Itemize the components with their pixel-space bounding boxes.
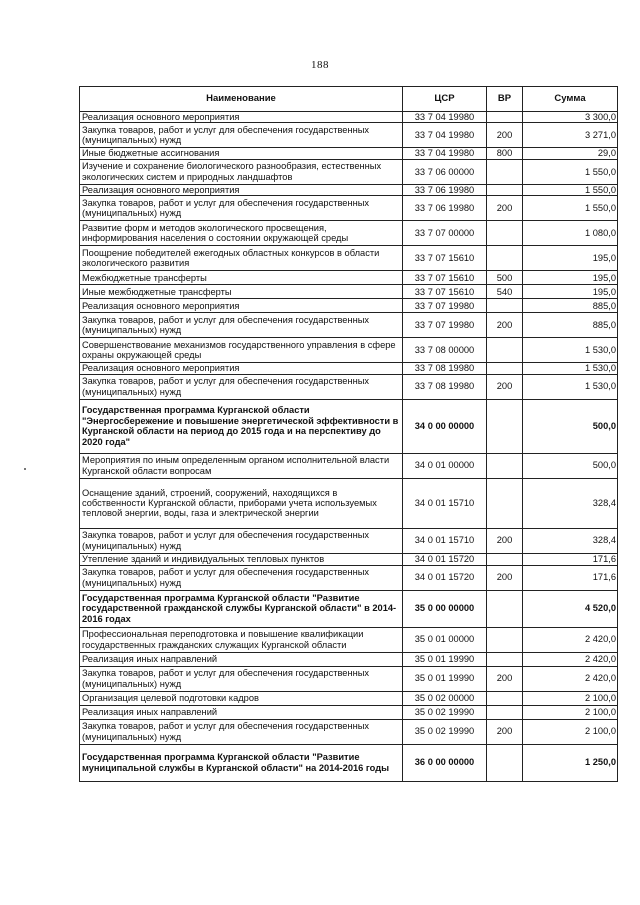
row-name-cell: Закупка товаров, работ и услуг для обеспечения государственных (муниципальных) нужд [80, 666, 403, 691]
row-sum-cell: 195,0 [523, 285, 618, 299]
table-row [80, 528, 618, 553]
row-sum-cell: 195,0 [523, 271, 618, 285]
table-row [80, 590, 618, 627]
row-vr-cell [487, 221, 523, 246]
row-sum-cell: 2 100,0 [523, 705, 618, 719]
row-sum-cell: 328,4 [523, 528, 618, 553]
row-sum-cell: 2 420,0 [523, 652, 618, 666]
row-sum-cell: 1 530,0 [523, 338, 618, 363]
row-name-cell: Профессиональная переподготовка и повышение квалификации государственных гражданских служащих Курганской области [80, 627, 403, 652]
row-name-cell: Мероприятия по иным определенным органом исполнительной власти Курганской области вопросам [80, 453, 403, 478]
table-row [80, 112, 618, 123]
table-row [80, 313, 618, 338]
row-name-cell: Закупка товаров, работ и услуг для обеспечения государственных (муниципальных) нужд [80, 123, 403, 148]
row-sum-cell: 500,0 [523, 399, 618, 453]
row-name-cell: Закупка товаров, работ и услуг для обеспечения государственных (муниципальных) нужд [80, 565, 403, 590]
budget-table [79, 86, 618, 782]
row-name-cell: Межбюджетные трансферты [80, 271, 403, 285]
row-sum-cell: 29,0 [523, 148, 618, 159]
table-row [80, 705, 618, 719]
row-vr-cell: 200 [487, 666, 523, 691]
row-csr-cell: 33 7 08 19980 [403, 374, 487, 399]
page-number: 188 [311, 59, 329, 71]
row-csr-cell: 33 7 06 19980 [403, 184, 487, 195]
row-csr-cell: 35 0 01 19990 [403, 652, 487, 666]
row-sum-cell: 1 080,0 [523, 221, 618, 246]
row-name-cell: Оснащение зданий, строений, сооружений, находящихся в собственности Курганской области, приборами учета используемых тепловой энергии, воды, газа и электрической энергии [80, 478, 403, 528]
row-vr-cell [487, 553, 523, 565]
row-csr-cell: 35 0 02 19990 [403, 719, 487, 744]
table-row [80, 666, 618, 691]
row-name-cell: Развитие форм и методов экологического просвещения, информирования населения о состоянии окружающей среды [80, 221, 403, 246]
row-name-cell: Закупка товаров, работ и услуг для обеспечения государственных (муниципальных) нужд [80, 528, 403, 553]
row-name-cell: Утепление зданий и индивидуальных тепловых пунктов [80, 553, 403, 565]
row-sum-cell: 4 520,0 [523, 590, 618, 627]
row-sum-cell: 2 420,0 [523, 627, 618, 652]
row-csr-cell: 33 7 08 00000 [403, 338, 487, 363]
table-row [80, 246, 618, 271]
row-name-cell: Реализация основного мероприятия [80, 112, 403, 123]
row-csr-cell: 34 0 01 15710 [403, 528, 487, 553]
row-sum-cell: 3 300,0 [523, 112, 618, 123]
row-sum-cell: 1 530,0 [523, 374, 618, 399]
row-sum-cell: 1 530,0 [523, 363, 618, 374]
row-name-cell: Закупка товаров, работ и услуг для обеспечения государственных (муниципальных) нужд [80, 313, 403, 338]
row-csr-cell: 35 0 01 19990 [403, 666, 487, 691]
row-csr-cell: 33 7 07 15610 [403, 271, 487, 285]
row-sum-cell: 500,0 [523, 453, 618, 478]
row-csr-cell: 35 0 00 00000 [403, 590, 487, 627]
row-sum-cell: 2 420,0 [523, 666, 618, 691]
row-vr-cell [487, 363, 523, 374]
row-vr-cell: 200 [487, 719, 523, 744]
row-vr-cell: 800 [487, 148, 523, 159]
row-vr-cell: 200 [487, 528, 523, 553]
row-csr-cell: 33 7 04 19980 [403, 148, 487, 159]
row-vr-cell: 500 [487, 271, 523, 285]
row-vr-cell [487, 453, 523, 478]
table-row [80, 744, 618, 781]
row-csr-cell: 33 7 07 19980 [403, 313, 487, 338]
table-row [80, 196, 618, 221]
row-sum-cell: 328,4 [523, 478, 618, 528]
row-sum-cell: 2 100,0 [523, 719, 618, 744]
row-sum-cell: 1 550,0 [523, 196, 618, 221]
row-vr-cell [487, 338, 523, 363]
table-row [80, 652, 618, 666]
table-row [80, 159, 618, 184]
table-row [80, 285, 618, 299]
table-row [80, 221, 618, 246]
row-name-cell: Закупка товаров, работ и услуг для обеспечения государственных (муниципальных) нужд [80, 719, 403, 744]
row-vr-cell: 540 [487, 285, 523, 299]
row-sum-cell: 171,6 [523, 565, 618, 590]
table-row [80, 299, 618, 313]
row-name-cell: Реализация основного мероприятия [80, 299, 403, 313]
row-vr-cell: 200 [487, 313, 523, 338]
row-vr-cell [487, 159, 523, 184]
row-csr-cell: 35 0 01 00000 [403, 627, 487, 652]
row-sum-cell: 885,0 [523, 299, 618, 313]
column-header-name: Наименование [80, 87, 403, 112]
row-vr-cell [487, 246, 523, 271]
row-name-cell: Поощрение победителей ежегодных областных конкурсов в области экологического развития [80, 246, 403, 271]
row-name-cell: Реализация основного мероприятия [80, 184, 403, 195]
table-header-row [80, 87, 618, 112]
row-csr-cell: 34 0 00 00000 [403, 399, 487, 453]
row-csr-cell: 34 0 01 00000 [403, 453, 487, 478]
row-vr-cell [487, 184, 523, 195]
row-name-cell: Закупка товаров, работ и услуг для обеспечения государственных (муниципальных) нужд [80, 196, 403, 221]
table-row [80, 271, 618, 285]
row-name-cell: Государственная программа Курганской области "Развитие государственной гражданской службы Курганской области" в 2014-2016 годах [80, 590, 403, 627]
row-csr-cell: 33 7 06 00000 [403, 159, 487, 184]
row-csr-cell: 33 7 04 19980 [403, 112, 487, 123]
row-vr-cell [487, 744, 523, 781]
table-row [80, 627, 618, 652]
row-name-cell: Иные межбюджетные трансферты [80, 285, 403, 299]
table-row [80, 719, 618, 744]
row-name-cell: Реализация иных направлений [80, 652, 403, 666]
row-csr-cell: 34 0 01 15720 [403, 553, 487, 565]
row-name-cell: Совершенствование механизмов государственного управления в сфере охраны окружающей среды [80, 338, 403, 363]
row-sum-cell: 3 271,0 [523, 123, 618, 148]
table-row [80, 453, 618, 478]
row-name-cell: Закупка товаров, работ и услуг для обеспечения государственных (муниципальных) нужд [80, 374, 403, 399]
row-sum-cell: 195,0 [523, 246, 618, 271]
row-sum-cell: 2 100,0 [523, 691, 618, 705]
row-sum-cell: 1 550,0 [523, 184, 618, 195]
row-csr-cell: 33 7 07 15610 [403, 285, 487, 299]
row-sum-cell: 1 250,0 [523, 744, 618, 781]
row-vr-cell [487, 299, 523, 313]
row-csr-cell: 36 0 00 00000 [403, 744, 487, 781]
row-csr-cell: 33 7 08 19980 [403, 363, 487, 374]
table-row [80, 363, 618, 374]
row-csr-cell: 33 7 07 19980 [403, 299, 487, 313]
row-name-cell: Организация целевой подготовки кадров [80, 691, 403, 705]
row-vr-cell [487, 627, 523, 652]
row-vr-cell: 200 [487, 374, 523, 399]
table-row [80, 565, 618, 590]
row-vr-cell: 200 [487, 196, 523, 221]
table-row [80, 374, 618, 399]
column-header-sum: Сумма [523, 87, 618, 112]
row-csr-cell: 33 7 07 00000 [403, 221, 487, 246]
row-name-cell: Государственная программа Курганской области "Развитие муниципальной службы в Курганской области" на 2014-2016 годы [80, 744, 403, 781]
row-sum-cell: 1 550,0 [523, 159, 618, 184]
table-row [80, 338, 618, 363]
row-vr-cell [487, 590, 523, 627]
row-vr-cell [487, 691, 523, 705]
row-vr-cell [487, 705, 523, 719]
row-csr-cell: 34 0 01 15720 [403, 565, 487, 590]
row-vr-cell [487, 478, 523, 528]
row-csr-cell: 34 0 01 15710 [403, 478, 487, 528]
row-vr-cell [487, 399, 523, 453]
row-name-cell: Изучение и сохранение биологического разнообразия, естественных экологических систем и природных ландшафтов [80, 159, 403, 184]
column-header-vr: ВР [487, 87, 523, 112]
row-csr-cell: 33 7 04 19980 [403, 123, 487, 148]
row-csr-cell: 33 7 06 19980 [403, 196, 487, 221]
table-body [80, 112, 618, 782]
table-row [80, 478, 618, 528]
row-vr-cell [487, 652, 523, 666]
row-sum-cell: 171,6 [523, 553, 618, 565]
table-row [80, 148, 618, 159]
row-name-cell: Иные бюджетные ассигнования [80, 148, 403, 159]
row-csr-cell: 35 0 02 00000 [403, 691, 487, 705]
row-sum-cell: 885,0 [523, 313, 618, 338]
table-row [80, 123, 618, 148]
scan-speck [24, 468, 26, 470]
table-row [80, 553, 618, 565]
table-row [80, 399, 618, 453]
row-vr-cell: 200 [487, 565, 523, 590]
row-vr-cell [487, 112, 523, 123]
row-name-cell: Реализация иных направлений [80, 705, 403, 719]
row-csr-cell: 33 7 07 15610 [403, 246, 487, 271]
column-header-csr: ЦСР [403, 87, 487, 112]
row-vr-cell: 200 [487, 123, 523, 148]
table-row [80, 184, 618, 195]
row-name-cell: Государственная программа Курганской области "Энергосбережение и повышение энергетической эффективности в Курганской области на период до 2015 года и на перспективу до 2020 года" [80, 399, 403, 453]
table-row [80, 691, 618, 705]
row-csr-cell: 35 0 02 19990 [403, 705, 487, 719]
row-name-cell: Реализация основного мероприятия [80, 363, 403, 374]
